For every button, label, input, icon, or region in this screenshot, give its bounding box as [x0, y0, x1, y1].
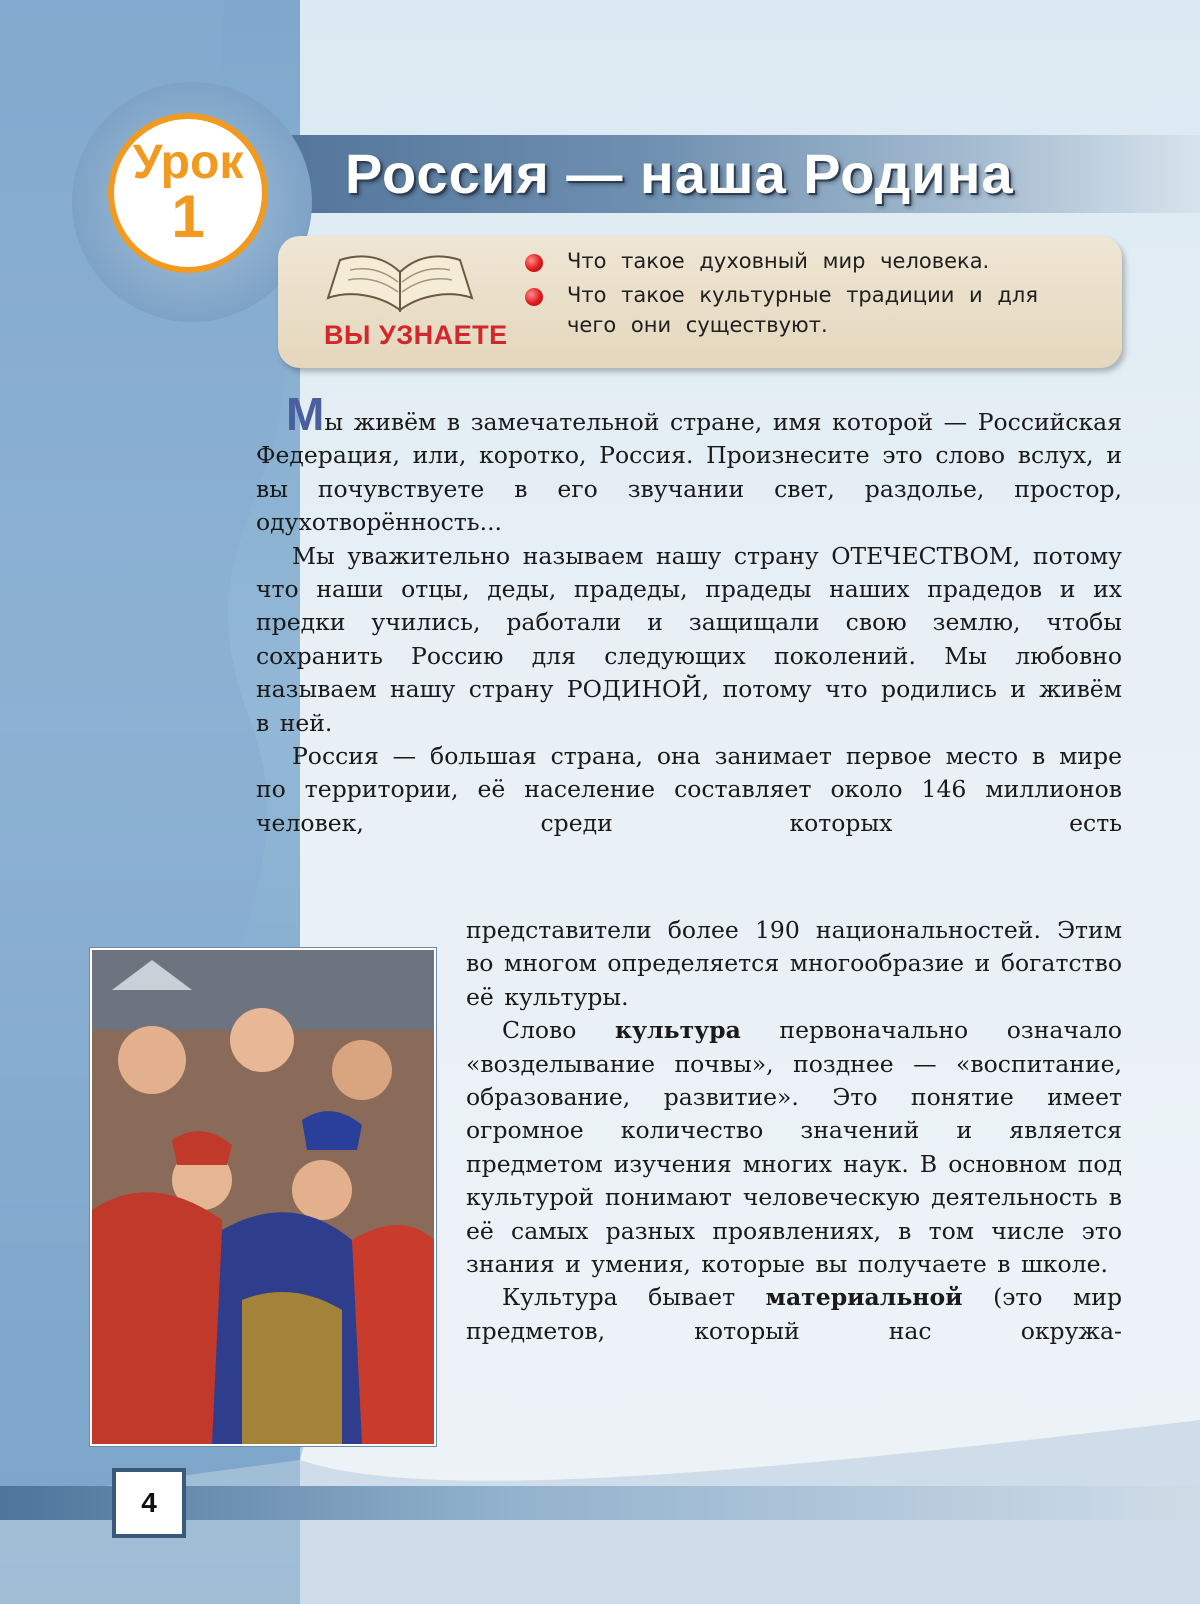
red-bullet-icon — [525, 288, 543, 306]
paragraph-5 — [466, 1281, 1122, 1348]
list-item — [525, 280, 1100, 340]
paragraph-5-rest: (это мир предметов, который нас окружа- — [466, 1283, 1123, 1345]
paragraph-5-start: Культура бывает — [502, 1283, 766, 1312]
page-number: 4 — [112, 1468, 186, 1538]
body-text-lower — [466, 914, 1122, 1348]
paragraph-3-start: Россия — большая страна, она занимает первое место в мире по территории, её население составляет около 146 миллионов человек, среди которых есть — [256, 742, 1122, 837]
list-item — [525, 246, 1100, 276]
learn-item-text: Что такое духовный мир человека. — [567, 249, 990, 273]
page-title: Россия — наша Родина — [345, 142, 1014, 205]
paragraph-4-rest: первоначально означало «возделывание почвы», позднее — «воспитание, образование, развитие». Это понятие имеет огромное количество значений и является предметом изучения многих наук. В основном под культурой понимают человеческую деятельность в её самых разных проявлениях, в том числе это знания и умения, которые вы получаете в школе. — [466, 1016, 1123, 1279]
lesson-word: Урок — [132, 136, 244, 189]
paragraph-1 — [256, 388, 1122, 540]
folk-costume-photo — [90, 948, 436, 1446]
crowd-image — [92, 950, 434, 1444]
paragraph-4 — [466, 1014, 1122, 1281]
paragraph-1-text: ы живём в замечательной стране, имя которой — Российская Федерация, или, коротко, Россия. Произнесите это слово вслух, и вы почувствуете в его звучании свет, раздолье, простор, одухотворённость... — [256, 408, 1122, 537]
lesson-badge — [108, 113, 268, 273]
paragraph-4-start: Слово — [502, 1016, 616, 1045]
term-culture: культура — [615, 1016, 741, 1045]
term-material: материальной — [765, 1283, 963, 1312]
learn-item-text: Что такое культурные традиции и для чего они существуют. — [567, 283, 1038, 337]
open-book-icon — [320, 240, 480, 320]
drop-cap: М — [286, 388, 325, 440]
learn-box-label: ВЫ УЗНАЕТЕ — [324, 320, 508, 350]
paragraph-2: Мы уважительно называем нашу страну ОТЕЧЕСТВОМ, потому что наши отцы, деды, прадеды, прадеды наших прадедов и их предки учились, работали и защищали свою землю, чтобы сохранить Россию для следующих поколений. Мы любовно называем нашу страну РОДИНОЙ, потому что родились и живём в ней. — [256, 541, 1122, 737]
lesson-number: 1 — [171, 183, 205, 250]
body-text-upper — [256, 388, 1122, 840]
red-bullet-icon — [525, 254, 543, 272]
paragraph-3-end: представители более 190 национальностей. Этим во многом определяется многообразие и богатство её культуры. — [466, 916, 1122, 1011]
learn-list — [525, 246, 1100, 344]
